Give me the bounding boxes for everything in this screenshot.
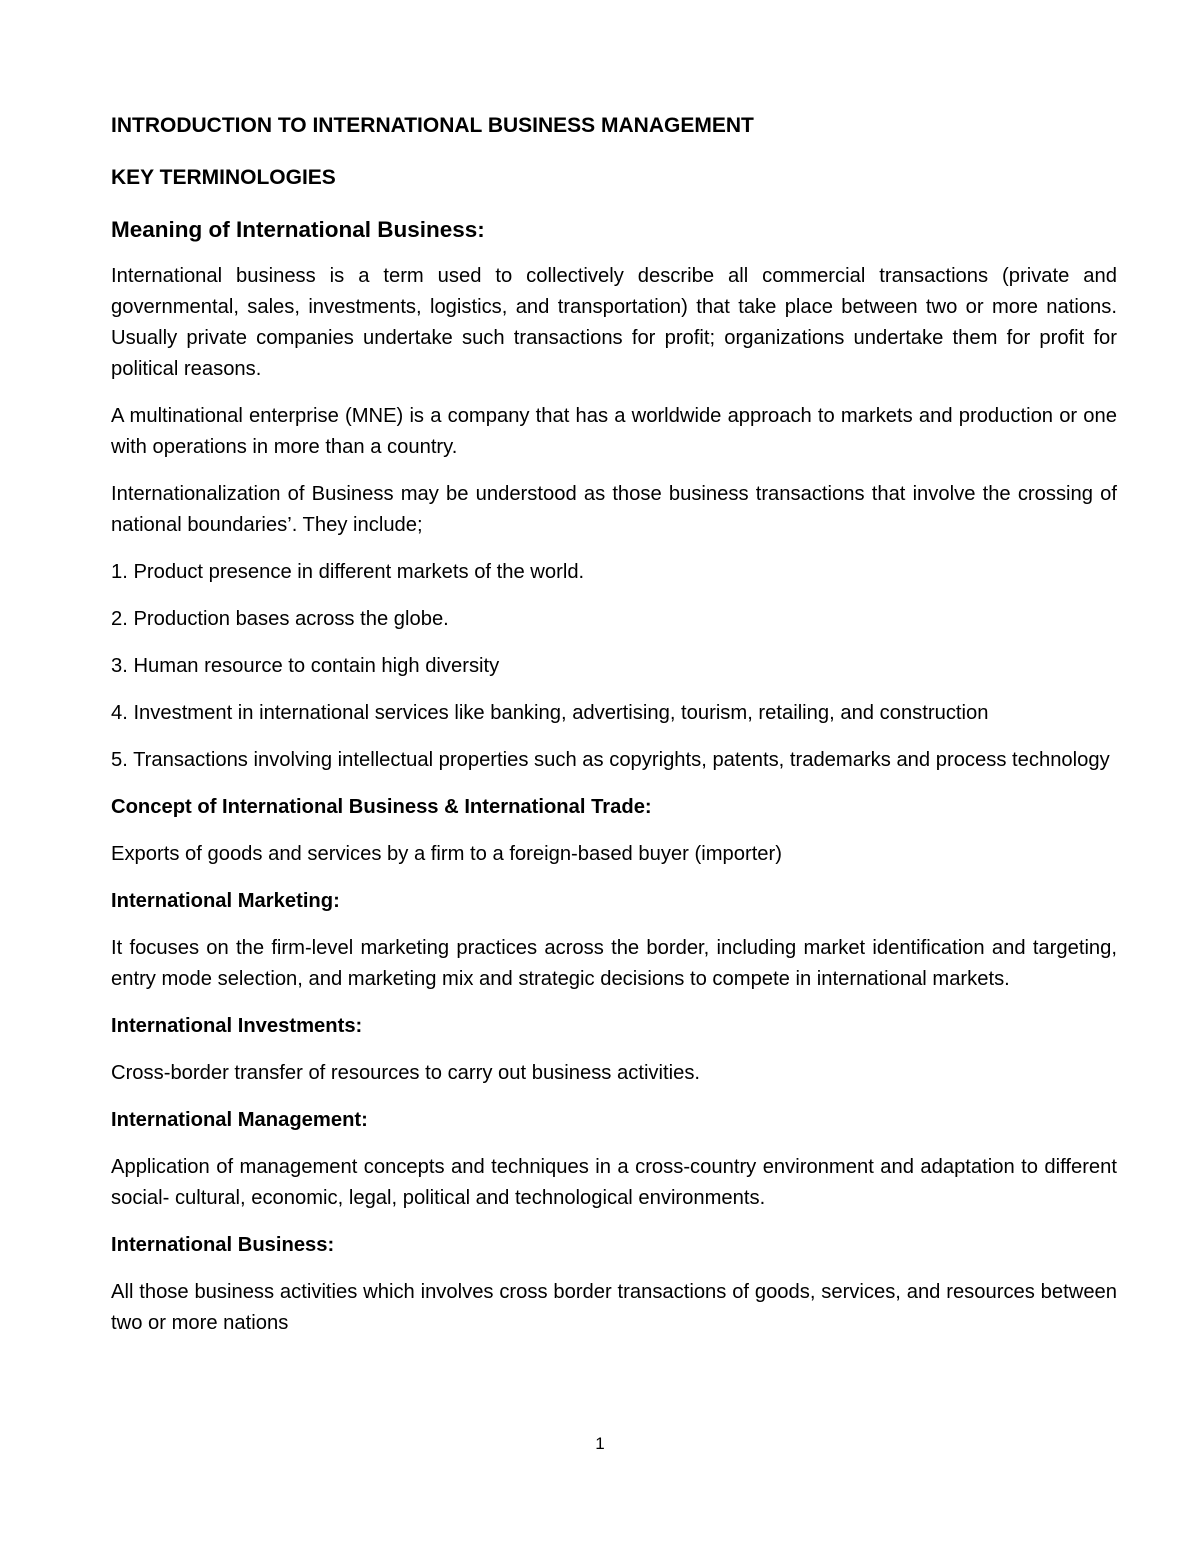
section-heading: International Marketing: xyxy=(111,890,340,912)
document-subtitle: KEY TERMINOLOGIES xyxy=(111,166,336,189)
section-body: It focuses on the firm-level marketing practices across the border, including market identification and targeting, entry mode selection, and marketing mix and strategic decisions to compete in international markets. xyxy=(111,937,1117,990)
section-heading: Concept of International Business & International Trade: xyxy=(111,796,652,818)
document-page xyxy=(111,110,1117,1355)
section-body: Cross-border transfer of resources to carry out business activities. xyxy=(111,1062,701,1084)
section-international-business xyxy=(111,1230,1117,1339)
intro-paragraph-2: A multinational enterprise (MNE) is a company that has a worldwide approach to markets and production or one with operations in more than a country. xyxy=(111,405,1117,458)
list-item: 1. Product presence in different markets of the world. xyxy=(111,561,585,583)
page-number: 1 xyxy=(595,1434,605,1453)
section-concept xyxy=(111,792,1117,870)
intro-paragraph-3: Internationalization of Business may be understood as those business transactions that involve the crossing of national boundaries’. They include; xyxy=(111,483,1117,536)
intro-paragraph-1: International business is a term used to collectively describe all commercial transactions (private and governmental, sales, investments, logistics, and transportation) that take place between two or more nations. Usually private companies undertake such transactions for profit; organizations undertake them for profit for political reasons. xyxy=(111,265,1117,380)
section-body: Application of management concepts and techniques in a cross-country environment and adaptation to different social- cultural, economic, legal, political and technological environments. xyxy=(111,1156,1117,1209)
section-body: All those business activities which involves cross border transactions of goods, services, and resources between two or more nations xyxy=(111,1281,1117,1334)
list-item: 3. Human resource to contain high diversity xyxy=(111,655,500,677)
section-international-management xyxy=(111,1105,1117,1214)
section-heading: International Business: xyxy=(111,1234,335,1256)
list-item: 4. Investment in international services like banking, advertising, tourism, retailing, and construction xyxy=(111,702,989,724)
section-body: Exports of goods and services by a firm to a foreign-based buyer (importer) xyxy=(111,843,782,865)
document-title: INTRODUCTION TO INTERNATIONAL BUSINESS MANAGEMENT xyxy=(111,114,754,137)
internationalization-list xyxy=(111,557,1117,776)
section-heading: International Management: xyxy=(111,1109,368,1131)
meaning-heading: Meaning of International Business: xyxy=(111,217,485,242)
list-item: 5. Transactions involving intellectual properties such as copyrights, patents, trademarks and process technology xyxy=(111,749,1110,771)
list-item: 2. Production bases across the globe. xyxy=(111,608,449,630)
section-international-investments xyxy=(111,1011,1117,1089)
section-heading: International Investments: xyxy=(111,1015,363,1037)
section-international-marketing xyxy=(111,886,1117,995)
